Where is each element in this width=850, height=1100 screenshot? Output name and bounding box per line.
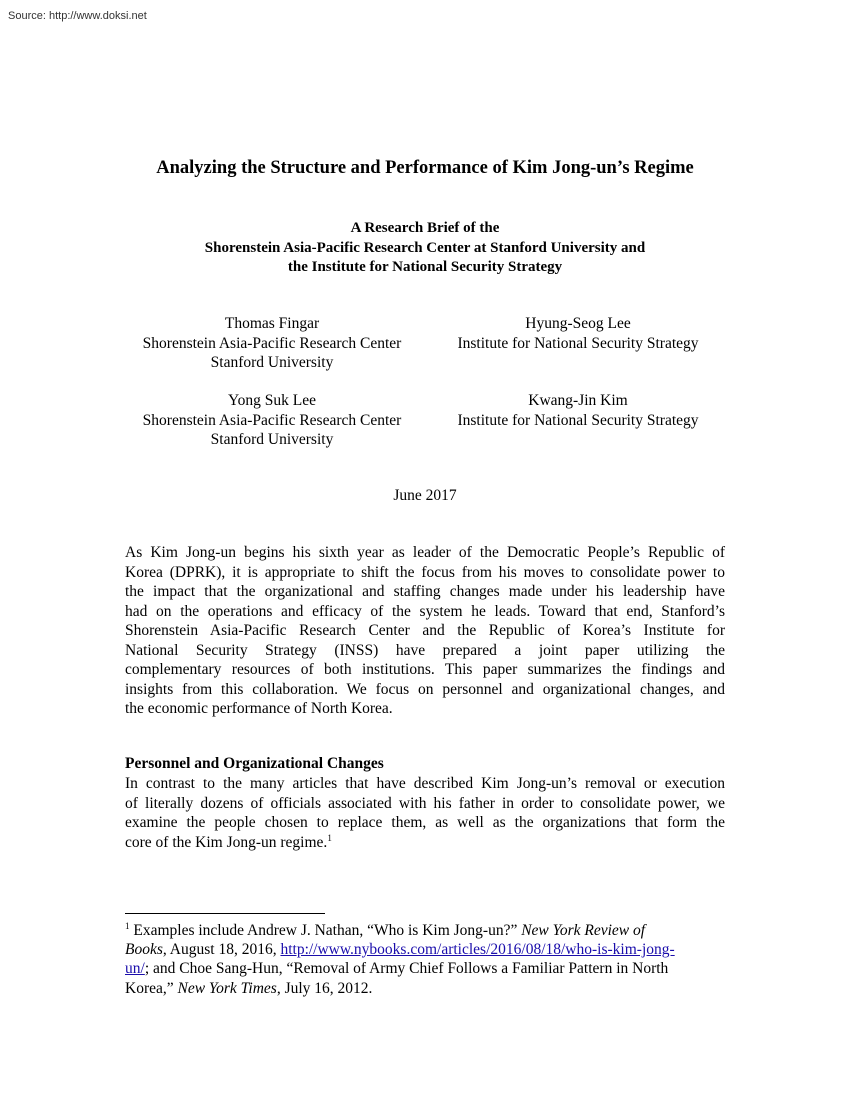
footnote-text: , August 18, 2016, bbox=[162, 941, 281, 959]
paragraph-line: examine the people chosen to replace them, as well as the organizations that form the bbox=[125, 814, 725, 831]
footnote-text: , July 16, 2012. bbox=[276, 979, 373, 997]
author-name: Yong Suk Lee bbox=[228, 392, 316, 409]
paragraph-line: complementary resources of both institutions. This paper summarizes the findings and bbox=[125, 661, 725, 678]
paragraph-line: As Kim Jong-un begins his sixth year as leader of the Democratic People’s Republic of bbox=[125, 544, 725, 561]
section-paragraph bbox=[125, 774, 725, 852]
author-name: Thomas Fingar bbox=[224, 315, 320, 332]
footnote-journal: Books bbox=[125, 941, 163, 959]
paragraph-line: In contrast to the many articles that have described Kim Jong-un’s removal or execution bbox=[125, 775, 725, 792]
paragraph-line: the economic performance of North Korea. bbox=[125, 700, 393, 717]
brief-line: Shorenstein Asia-Pacific Research Center at Stanford University and bbox=[204, 239, 646, 256]
author-institution: Stanford University bbox=[210, 431, 334, 448]
footnote-journal: New York Times bbox=[177, 979, 277, 997]
author-thomas-fingar bbox=[122, 314, 422, 373]
paragraph-line: the impact that the organizational and staffing changes made under his leadership have bbox=[125, 583, 725, 600]
footnote-link[interactable]: http://www.nybooks.com/articles/2016/08/18/who-is-kim-jong- bbox=[280, 941, 675, 959]
author-affiliation: Shorenstein Asia-Pacific Research Center bbox=[142, 411, 402, 429]
paragraph-line: of literally dozens of officials associated with his father in order to consolidate power, we bbox=[125, 794, 725, 812]
footnote-reference[interactable]: 1 bbox=[327, 832, 332, 843]
research-brief-subtitle bbox=[0, 219, 850, 278]
paragraph-line: National Security Strategy (INSS) have prepared a joint paper utilizing the bbox=[125, 641, 725, 659]
footnote-link[interactable]: un/ bbox=[125, 960, 145, 978]
footnote-text: Korea,” bbox=[125, 979, 178, 997]
author-hyung-seog-lee bbox=[438, 314, 718, 353]
footnote-divider bbox=[125, 913, 325, 914]
author-affiliation: Shorenstein Asia-Pacific Research Center bbox=[142, 334, 402, 352]
document-title: Analyzing the Structure and Performance of Kim Jong-un’s Regime bbox=[156, 158, 694, 178]
footnote-line bbox=[125, 979, 725, 998]
abstract-paragraph bbox=[125, 543, 725, 719]
footnote-line bbox=[125, 921, 725, 940]
author-kwang-jin-kim bbox=[438, 391, 718, 430]
source-note: Source: http://www.doksi.net bbox=[8, 10, 147, 22]
footnote-text: Examples include Andrew J. Nathan, “Who is Kim Jong-un?” bbox=[129, 922, 522, 939]
brief-line: A Research Brief of the bbox=[350, 220, 500, 236]
author-yong-suk-lee bbox=[122, 391, 422, 450]
footnote-line bbox=[125, 940, 725, 959]
footnote-marker: 1 bbox=[125, 920, 130, 931]
footnote-line bbox=[125, 959, 725, 978]
footnote-text: ; and Choe Sang-Hun, “Removal of Army Chief Follows a Familiar Pattern in North bbox=[144, 960, 669, 978]
paragraph-line: insights from this collaboration. We focus on personnel and organizational changes, and bbox=[125, 680, 725, 698]
section-heading: Personnel and Organizational Changes bbox=[125, 755, 384, 772]
author-affiliation: Institute for National Security Strategy bbox=[457, 411, 699, 429]
author-name: Hyung-Seog Lee bbox=[525, 315, 631, 332]
paragraph-line-text: core of the Kim Jong-un regime. bbox=[125, 833, 328, 851]
paragraph-line: Korea (DPRK), it is appropriate to shift the focus from his moves to consolidate power to bbox=[125, 563, 725, 581]
author-name: Kwang-Jin Kim bbox=[528, 392, 628, 409]
footnote-journal: New York Review of bbox=[521, 922, 646, 939]
paragraph-line: Shorenstein Asia-Pacific Research Center and the Republic of Korea’s Institute for bbox=[125, 622, 725, 639]
author-institution: Stanford University bbox=[210, 354, 334, 371]
author-affiliation: Institute for National Security Strategy bbox=[457, 334, 699, 352]
paragraph-line: had on the operations and efficacy of the system he leads. Toward that end, Stanford’s bbox=[125, 602, 725, 620]
paragraph-line bbox=[125, 833, 725, 853]
publication-date: June 2017 bbox=[393, 487, 457, 504]
brief-line: the Institute for National Security Strategy bbox=[287, 259, 563, 275]
footnote bbox=[125, 921, 725, 998]
